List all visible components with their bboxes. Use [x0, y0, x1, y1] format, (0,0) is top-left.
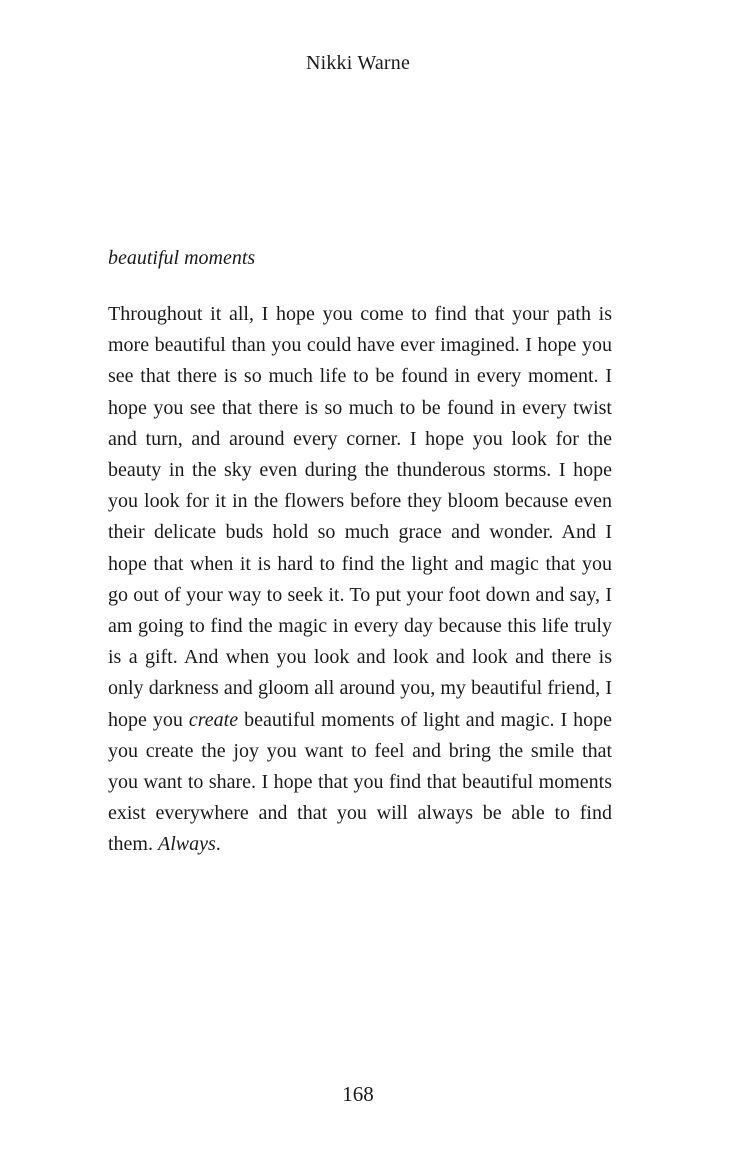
page-number: 168 [342, 1082, 374, 1106]
poem-body-text: Throughout it all, I hope you come to find that your path is more beautiful than you could have ever imagined. I hope you see that there is so much life to be found in every moment. I hope you see that there is so much to be found in every twist and turn, and around every corner. I hope you look for the beauty in the sky even during the thunderous storms. I hope you look for it in the flowers before they bloom because even their delicate buds hold so much grace and wonder. And I hope that when it is hard to find the light and magic that you go out of your way to seek it. To put your foot down and say, I am going to find the magic in every day because this life truly is a gift. And when you look and look and look and there is only darkness and gloom all around you, my beautiful friend, I hope you [108, 303, 612, 731]
running-header-author: Nikki Warne [305, 52, 411, 74]
poem-emphasis-create: create [188, 708, 239, 731]
poem-body [108, 299, 612, 861]
poem [108, 243, 612, 861]
poem-title: beautiful moments [108, 247, 256, 269]
poem-body-period: . [215, 833, 221, 856]
poem-body-text: beautiful moments of light and magic. I hope you create the joy you want to feel and bring the smile that you want to share. I hope that you find that beautiful moments exist everywhere and that you will always be able to find them. [108, 708, 612, 856]
poem-emphasis-always: Always [158, 833, 216, 856]
